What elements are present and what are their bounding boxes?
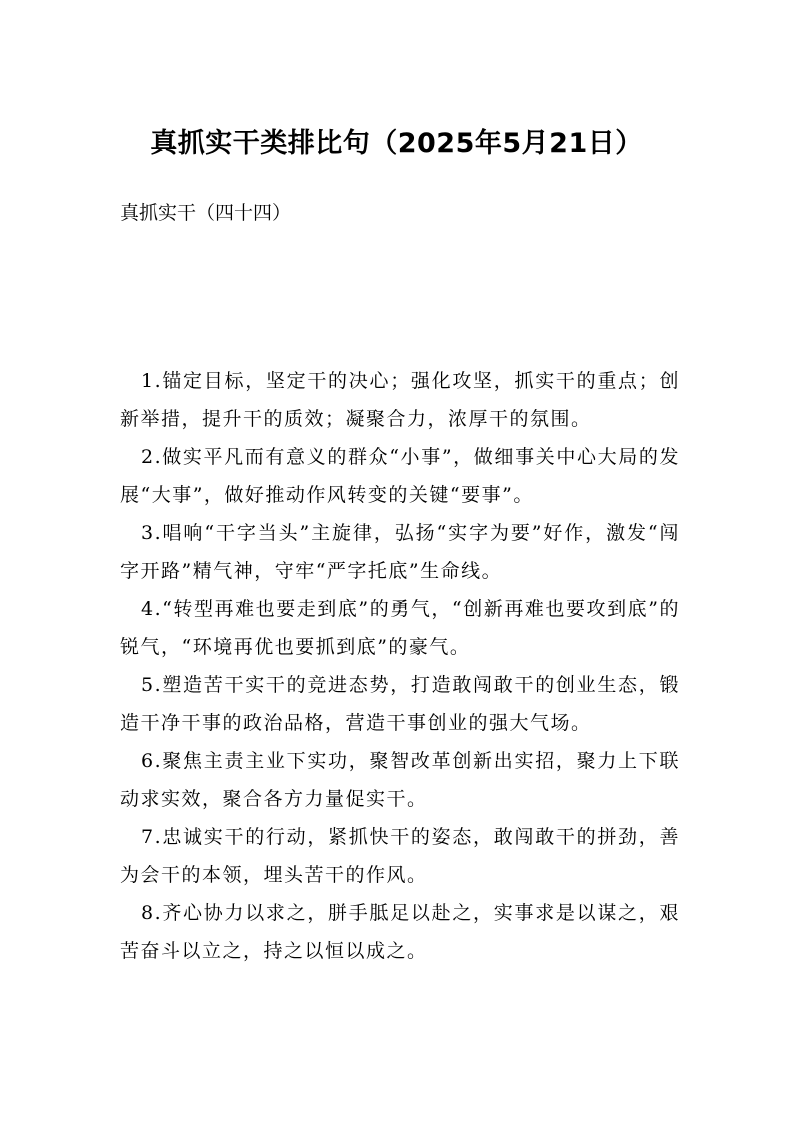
list-item-8: 8.齐心协力以求之，胼手胝足以赴之，实事求是以谋之，艰苦奋斗以立之，持之以恒以成之。 — [120, 902, 680, 962]
sentence-list — [120, 362, 680, 970]
list-item-3: 3.唱响“干字当头”主旋律，弘扬“实字为要”好作，激发“闯字开路”精气神，守牢“严字托底”生命线。 — [120, 522, 680, 582]
list-item-7: 7.忠诚实干的行动，紧抓快干的姿态，敢闯敢干的拼劲，善为会干的本领，埋头苦干的作风。 — [120, 826, 680, 886]
list-item-5: 5.塑造苦干实干的竞进态势，打造敢闯敢干的创业生态，锻造干净干事的政治品格，营造干事创业的强大气场。 — [120, 674, 680, 734]
list-item-1: 1.锚定目标，坚定干的决心；强化攻坚，抓实干的重点；创新举措，提升干的质效；凝聚合力，浓厚干的氛围。 — [120, 370, 680, 430]
list-item-2: 2.做实平凡而有意义的群众“小事”，做细事关中心大局的发展“大事”，做好推动作风转变的关键“要事”。 — [120, 446, 680, 506]
document-subtitle: 真抓实干（四十四） — [120, 202, 292, 224]
list-item-6: 6.聚焦主责主业下实功，聚智改革创新出实招，聚力上下联动求实效，聚合各方力量促实干。 — [120, 750, 680, 810]
document-title: 真抓实干类排比句（2025年5月21日） — [150, 128, 643, 159]
list-item-4: 4.“转型再难也要走到底”的勇气，“创新再难也要攻到底”的锐气，“环境再优也要抓到底”的豪气。 — [120, 598, 680, 658]
